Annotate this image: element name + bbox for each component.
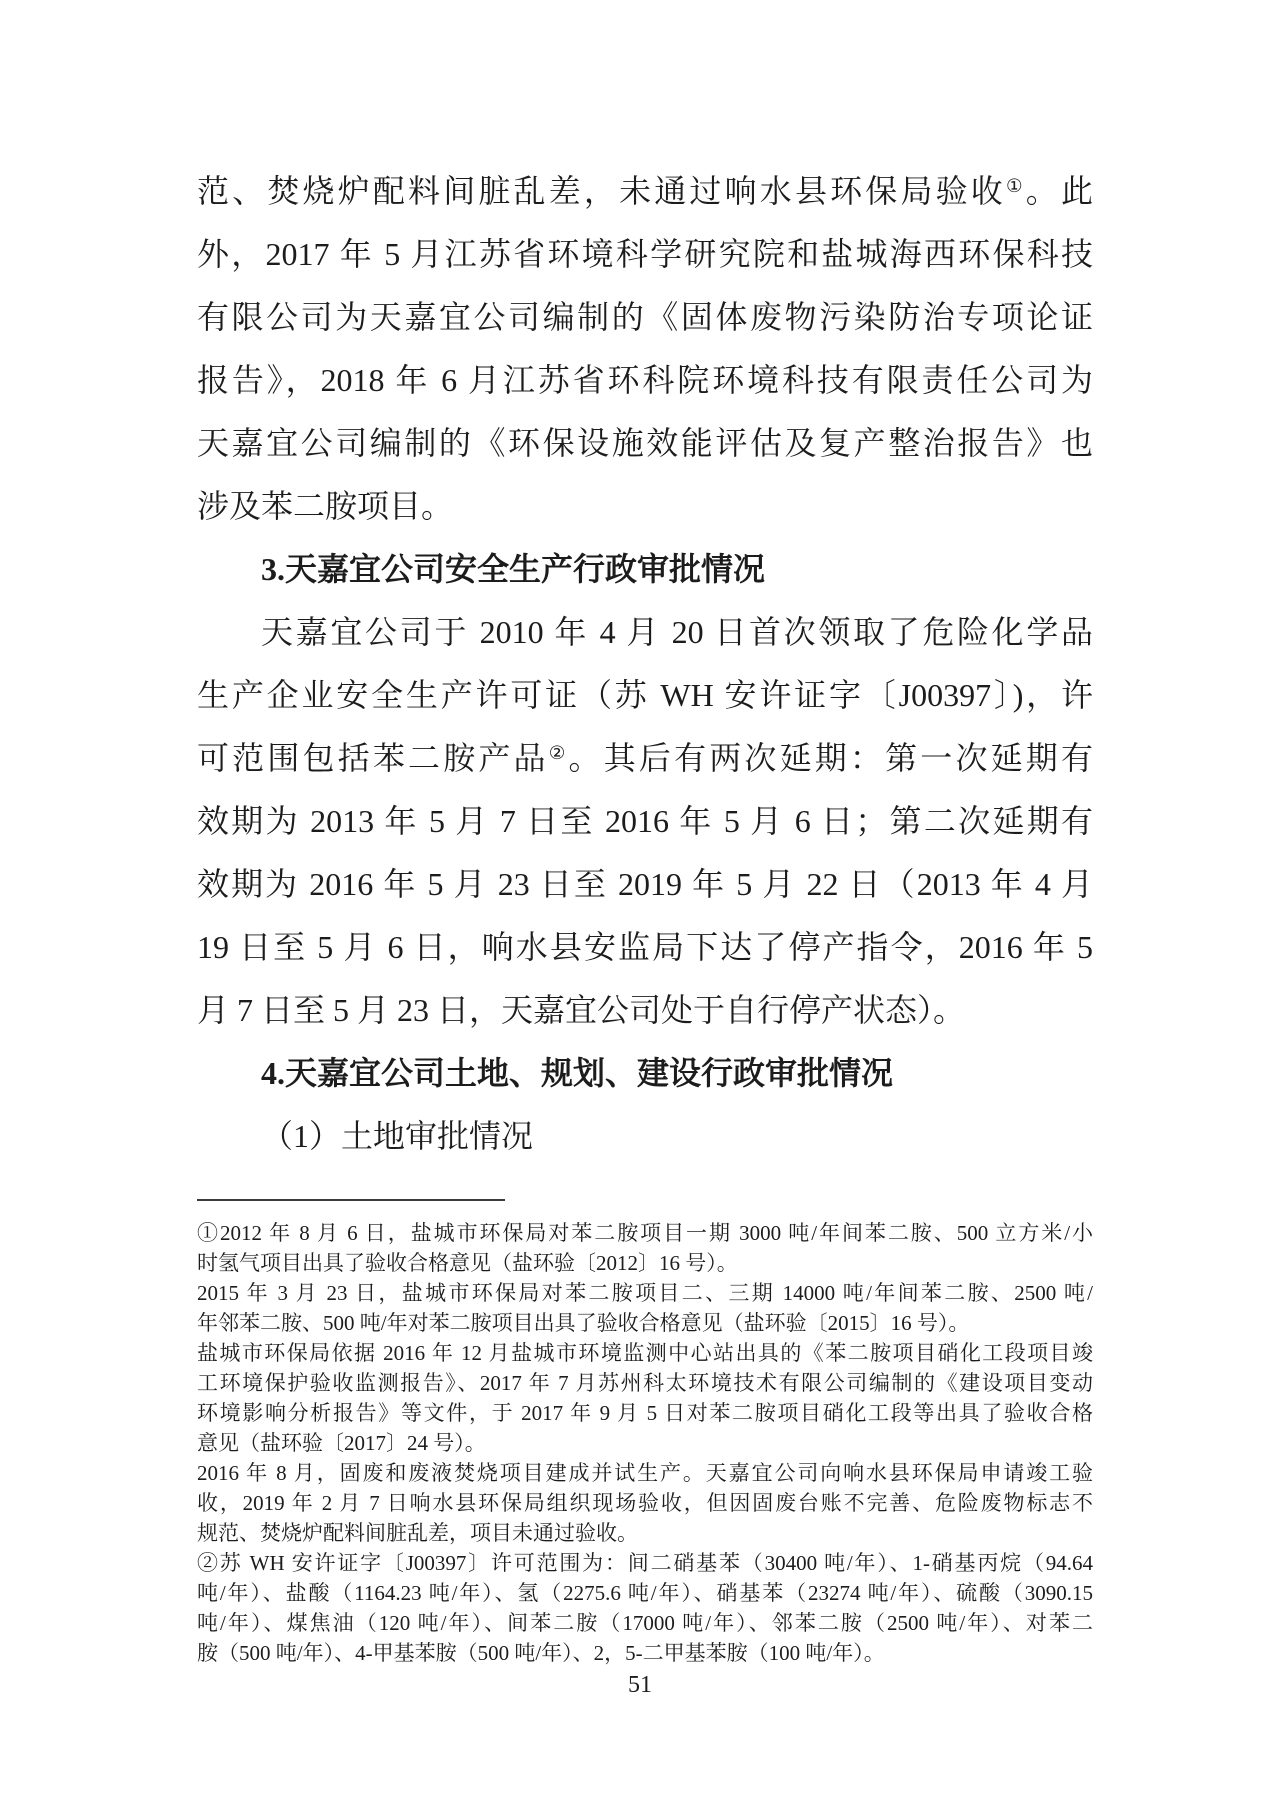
body-line <box>197 349 1093 412</box>
text-run: 可范围包括苯二胺产品 <box>197 740 549 776</box>
body-text <box>197 160 1093 1168</box>
footnote-line: 收，2019 年 2 月 7 日响水县环保局组织现场验收，但因固废台账不完善、危险废物标志不 <box>197 1491 1093 1515</box>
text-run: 外，2017 年 5 月江苏省环境科学研究院和盐城海西环保科技 <box>197 236 1093 272</box>
text-run: 天嘉宜公司编制的《环保设施效能评估及复产整治报告》也 <box>197 425 1093 461</box>
text-run: 。其后有两次延期：第一次延期有 <box>568 740 1093 776</box>
body-line <box>197 979 1093 1042</box>
footnote-line: 盐城市环保局依据 2016 年 12 月盐城市环境监测中心站出具的《苯二胺项目硝化工段项目竣 <box>197 1341 1093 1365</box>
footnote-separator <box>197 1199 505 1201</box>
body-line <box>197 853 1093 916</box>
text-run: 效期为 2016 年 5 月 23 日至 2019 年 5 月 22 日（2013 年 4 月 <box>197 866 1093 902</box>
footnote-line: 2015 年 3 月 23 日，盐城市环保局对苯二胺项目二、三期 14000 吨/年间苯二胺、2500 吨/ <box>197 1281 1093 1305</box>
body-line <box>197 412 1093 475</box>
body-line <box>197 664 1093 727</box>
body-line <box>197 160 1093 223</box>
text-run: 生产企业安全生产许可证（苏 WH 安许证字〔J00397〕)，许 <box>197 677 1093 713</box>
text-run: 有限公司为天嘉宜公司编制的《固体废物污染防治专项论证 <box>197 299 1093 335</box>
body-line <box>197 475 1093 538</box>
text-run: （1）土地审批情况 <box>261 1118 534 1154</box>
section-heading <box>197 1042 1093 1105</box>
footnote-line: 意见（盐环验〔2017〕24 号）。 <box>197 1431 486 1455</box>
footnote-line: 工环境保护验收监测报告》、2017 年 7 月苏州科太环境技术有限公司编制的《建设项目变动 <box>197 1371 1093 1395</box>
footnote-line: 2016 年 8 月，固废和废液焚烧项目建成并试生产。天嘉宜公司向响水县环保局申请竣工验 <box>197 1461 1093 1485</box>
section-heading <box>197 538 1093 601</box>
text-run: 天嘉宜公司于 2010 年 4 月 20 日首次领取了危险化学品 <box>261 614 1093 650</box>
text-run: 4.天嘉宜公司土地、规划、建设行政审批情况 <box>261 1055 894 1091</box>
subsection-heading <box>197 1105 1093 1168</box>
page-number: 51 <box>628 1672 652 1698</box>
footnote-line: ①2012 年 8 月 6 日，盐城市环保局对苯二胺项目一期 3000 吨/年间苯二胺、500 立方米/小 <box>197 1221 1093 1245</box>
body-line <box>197 601 1093 664</box>
body-line <box>197 286 1093 349</box>
text-run: 19 日至 5 月 6 日，响水县安监局下达了停产指令，2016 年 5 <box>197 929 1093 965</box>
footnote-line: 规范、焚烧炉配料间脏乱差，项目未通过验收。 <box>197 1521 638 1545</box>
text-run: 效期为 2013 年 5 月 7 日至 2016 年 5 月 6 日；第二次延期有 <box>197 803 1093 839</box>
text-run: 。此 <box>1025 173 1093 209</box>
body-line <box>197 727 1093 790</box>
text-run: 范、焚烧炉配料间脏乱差，未通过响水县环保局验收 <box>197 173 1006 209</box>
footnote-ref-marker: ① <box>1005 175 1026 197</box>
footnote-line: 吨/年）、盐酸（1164.23 吨/年）、氢（2275.6 吨/年）、硝基苯（23274 吨/年）、硫酸（3090.15 <box>197 1581 1093 1605</box>
footnote-line: ②苏 WH 安许证字〔J00397〕许可范围为：间二硝基苯（30400 吨/年）、1-硝基丙烷（94.64 <box>197 1551 1093 1575</box>
footnote-line: 胺（500 吨/年）、4-甲基苯胺（500 吨/年）、2，5-二甲基苯胺（100 吨/年）。 <box>197 1641 885 1665</box>
footnote-ref-marker: ② <box>548 742 569 764</box>
text-run: 报告》，2018 年 6 月江苏省环科院环境科技有限责任公司为 <box>197 362 1093 398</box>
body-line <box>197 916 1093 979</box>
text-run: 涉及苯二胺项目。 <box>197 488 454 524</box>
footnote-line: 吨/年）、煤焦油（120 吨/年）、间苯二胺（17000 吨/年）、邻苯二胺（2500 吨/年）、对苯二 <box>197 1611 1093 1635</box>
text-run: 3.天嘉宜公司安全生产行政审批情况 <box>261 551 766 587</box>
footnotes <box>197 1218 1093 1668</box>
text-run: 月 7 日至 5 月 23 日，天嘉宜公司处于自行停产状态）。 <box>197 992 966 1028</box>
footnote-line: 年邻苯二胺、500 吨/年对苯二胺项目出具了验收合格意见（盐环验〔2015〕16 号）。 <box>197 1311 970 1335</box>
footnote-line: 时氢气项目出具了验收合格意见（盐环验〔2012〕16 号）。 <box>197 1251 738 1275</box>
body-line <box>197 223 1093 286</box>
body-line <box>197 790 1093 853</box>
footnote-line: 环境影响分析报告》等文件，于 2017 年 9 月 5 日对苯二胺项目硝化工段等出具了验收合格 <box>197 1401 1093 1425</box>
